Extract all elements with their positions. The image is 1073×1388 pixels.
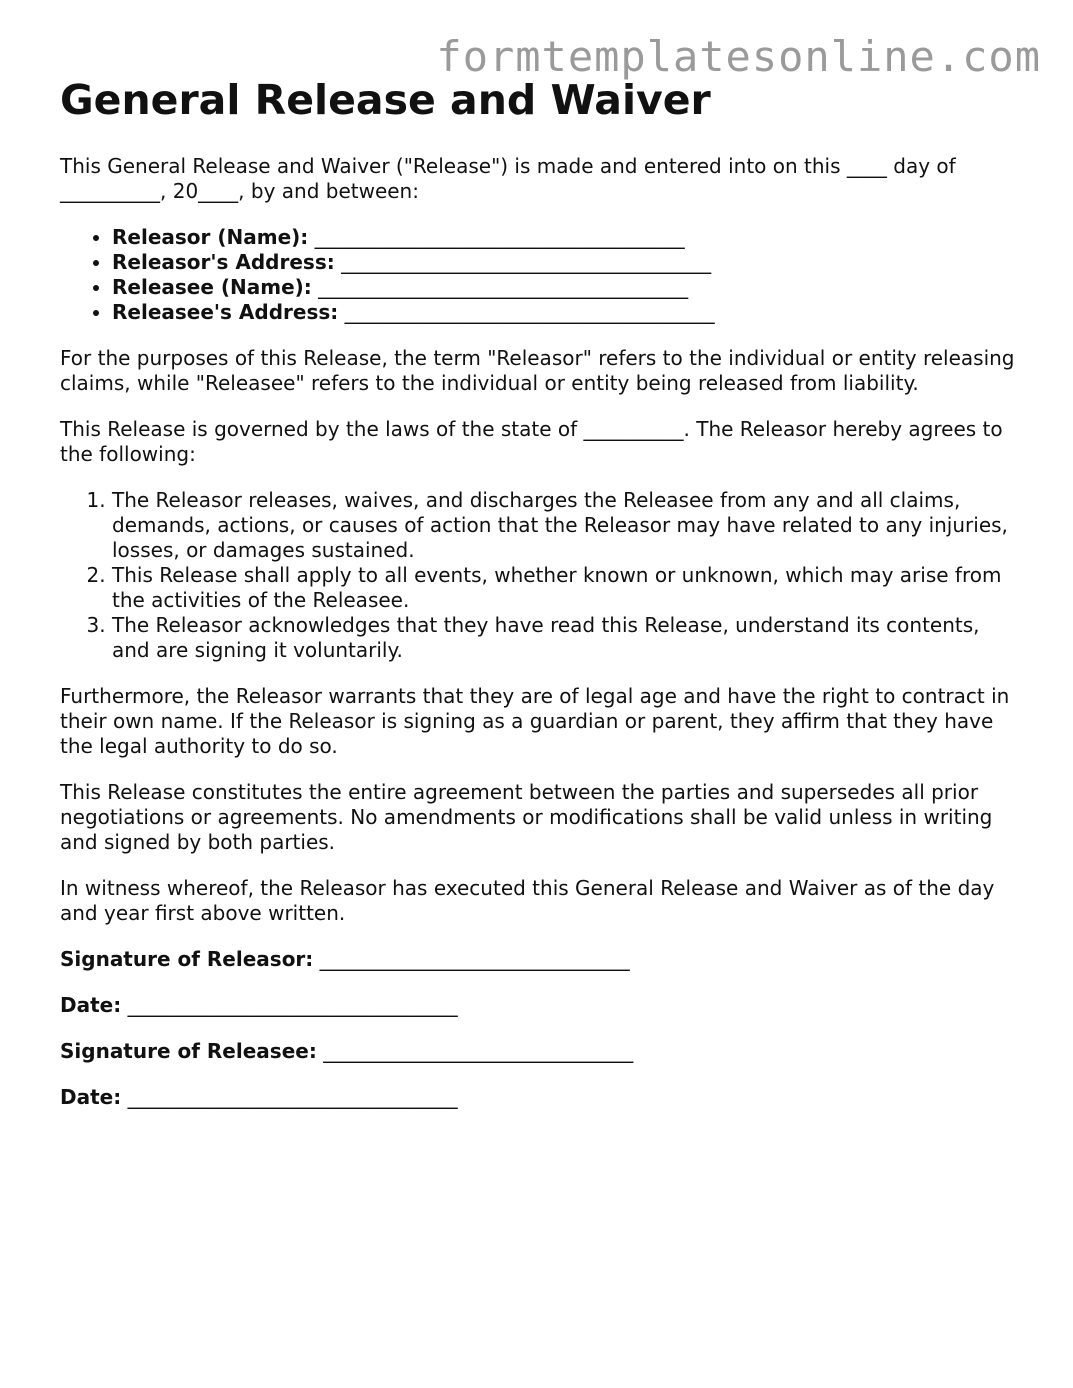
signature-label: Signature of Releasor:	[60, 947, 314, 971]
party-label: Releasee (Name):	[112, 275, 312, 299]
definitions-paragraph: For the purposes of this Release, the term "Releasor" refers to the individual or entity releasing claims, while "Releasee" refers to the individual or entity being released from liability.	[60, 346, 1015, 395]
term-item: 2. This Release shall apply to all events, whether known or unknown, which may arise from the activities of the Releasee.	[112, 563, 1020, 613]
witness-paragraph: In witness whereof, the Releasor has executed this General Release and Waiver as of the day and year first above written.	[60, 876, 995, 925]
party-blank: _____________________________________	[314, 225, 685, 249]
document-title: General Release and Waiver	[60, 76, 711, 124]
party-blank: _____________________________________	[341, 250, 712, 274]
date-blank: _________________________________	[127, 1085, 458, 1109]
party-item-releasor-name	[112, 225, 1020, 250]
signature-blank: _______________________________	[323, 1039, 634, 1063]
date-releasor-line	[60, 993, 1020, 1018]
signature-releasor-line	[60, 947, 1020, 972]
governing-law-paragraph: This Release is governed by the laws of the state of __________. The Releasor hereby agrees to the following:	[60, 417, 1003, 466]
party-label: Releasor's Address:	[112, 250, 335, 274]
intro-paragraph: This General Release and Waiver ("Release") is made and entered into on this ____ day of __________, 20____, by and between:	[60, 154, 956, 203]
date-blank: _________________________________	[127, 993, 458, 1017]
signature-releasee-line	[60, 1039, 1020, 1064]
party-label: Releasor (Name):	[112, 225, 309, 249]
entire-agreement-paragraph: This Release constitutes the entire agreement between the parties and supersedes all prior negotiations or agreements. No amendments or modifications shall be valid unless in writing and signed by both parties.	[60, 780, 993, 854]
party-blank: _____________________________________	[344, 300, 715, 324]
date-label: Date:	[60, 1085, 122, 1109]
date-releasee-line	[60, 1085, 1020, 1110]
terms-list	[60, 488, 1020, 663]
term-item: 1. The Releasor releases, waives, and discharges the Releasee from any and all claims, demands, actions, or causes of action that the Releasor may have related to any injuries, losses, or damages sustained.	[112, 488, 1020, 563]
term-item: 3. The Releasor acknowledges that they have read this Release, understand its contents, and are signing it voluntarily.	[112, 613, 1020, 663]
signature-blank: _______________________________	[319, 947, 630, 971]
party-label: Releasee's Address:	[112, 300, 339, 324]
party-item-releasor-address	[112, 250, 1020, 275]
party-item-releasee-name	[112, 275, 1020, 300]
warranty-paragraph: Furthermore, the Releasor warrants that they are of legal age and have the right to contract in their own name. If the Releasor is signing as a guardian or parent, they affirm that they have the legal authority to do so.	[60, 684, 1010, 758]
party-item-releasee-address	[112, 300, 1020, 325]
signature-label: Signature of Releasee:	[60, 1039, 317, 1063]
document-page	[60, 74, 1020, 1131]
date-label: Date:	[60, 993, 122, 1017]
parties-list	[60, 225, 1020, 325]
watermark: formtemplatesonline.com	[436, 32, 1041, 81]
party-blank: _____________________________________	[318, 275, 689, 299]
